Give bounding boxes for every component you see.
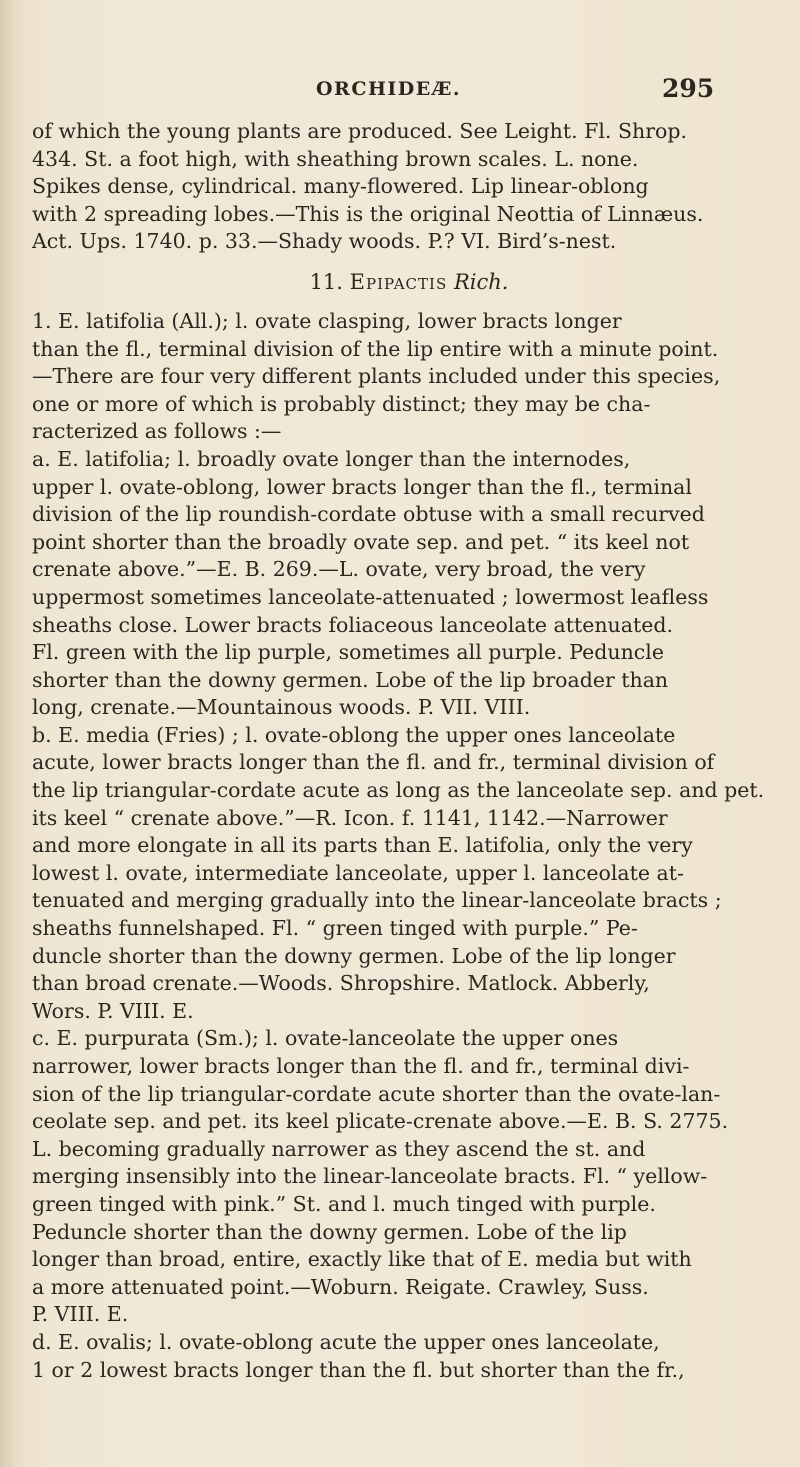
text-line: d. E. ovalis; l. ovate-oblong acute the upper ones lanceolate, xyxy=(32,1329,660,1354)
text-line: than the fl., terminal division of the lip entire with a minute point. xyxy=(32,336,719,361)
text-line: narrower, lower bracts longer than the fl. and fr., terminal divi- xyxy=(32,1054,690,1078)
page-number: 295 xyxy=(662,74,715,103)
text-line: P. VIII. E. xyxy=(32,1302,129,1327)
text-line: Act. Ups. 1740. p. 33.—Shady woods. P.? VI. Bird’s-nest. xyxy=(32,229,617,254)
text-line: b. E. media (Fries) ; l. ovate-oblong the upper ones lanceolate xyxy=(32,722,676,747)
text-line: upper l. ovate-oblong, lower bracts longer than the fl., terminal xyxy=(32,474,692,499)
body-text xyxy=(32,118,786,1384)
section-number: 11. xyxy=(309,269,343,294)
text-line: 1 or 2 lowest bracts longer than the fl. but shorter than the fr., xyxy=(32,1357,685,1382)
text-line: a. E. latifolia; l. broadly ovate longer than the internodes, xyxy=(32,446,631,471)
text-line: its keel “ crenate above.”—R. Icon. f. 1141, 1142.—Narrower xyxy=(32,805,668,830)
text-line: racterized as follows :— xyxy=(32,419,282,444)
text-line: longer than broad, entire, exactly like that of E. media but with xyxy=(32,1247,692,1272)
page-header xyxy=(0,74,800,108)
text-line: uppermost sometimes lanceolate-attenuated ; lowermost leafless xyxy=(32,584,709,609)
text-line: than broad crenate.—Woods. Shropshire. Matlock. Abberly, xyxy=(32,971,650,996)
text-line: crenate above.”—E. B. 269.—L. ovate, very broad, the very xyxy=(32,557,646,582)
text-line: a more attenuated point.—Woburn. Reigate. Crawley, Suss. xyxy=(32,1274,649,1299)
running-head: ORCHIDEÆ. xyxy=(316,78,462,100)
text-line: tenuated and merging gradually into the linear-lanceolate bracts ; xyxy=(32,888,722,913)
text-line: 434. St. a foot high, with sheathing brown scales. L. none. xyxy=(32,146,639,171)
text-line: point shorter than the broadly ovate sep. and pet. “ its keel not xyxy=(32,529,690,554)
text-line: long, crenate.—Mountainous woods. P. VII. VIII. xyxy=(32,695,531,720)
text-line: L. becoming gradually narrower as they ascend the st. and xyxy=(32,1136,646,1161)
text-line: ceolate sep. and pet. its keel plicate-crenate above.—E. B. S. 2775. xyxy=(32,1109,729,1134)
text-line: acute, lower bracts longer than the fl. and fr., terminal division of xyxy=(32,750,715,775)
text-line: Peduncle shorter than the downy germen. Lobe of the lip xyxy=(32,1219,627,1244)
section-heading xyxy=(32,256,786,308)
text-line: one or more of which is probably distinct; they may be cha- xyxy=(32,391,651,416)
text-line: sheaths close. Lower bracts foliaceous lanceolate attenuated. xyxy=(32,612,673,637)
text-line: Fl. green with the lip purple, sometimes all purple. Peduncle xyxy=(32,640,664,665)
text-line: green tinged with pink.” St. and l. much tinged with purple. xyxy=(32,1191,656,1216)
text-line: and more elongate in all its parts than E. latifolia, only the very xyxy=(32,833,693,858)
text-line: merging insensibly into the linear-lanceolate bracts. Fl. “ yellow- xyxy=(32,1164,708,1189)
text-line: duncle shorter than the downy germen. Lobe of the lip longer xyxy=(32,943,676,968)
text-line: sion of the lip triangular-cordate acute shorter than the ovate-lan- xyxy=(32,1081,721,1106)
text-line: 1. E. latifolia (All.); l. ovate clasping, lower bracts longer xyxy=(32,308,622,333)
page-gutter-shadow xyxy=(0,0,18,1467)
text-line: sheaths funnelshaped. Fl. “ green tinged with purple.” Pe- xyxy=(32,916,638,941)
text-line: lowest l. ovate, intermediate lanceolate, upper l. lanceolate at- xyxy=(32,860,684,885)
text-line: with 2 spreading lobes.—This is the original Neottia of Linnæus. xyxy=(32,201,704,226)
text-line: c. E. purpurata (Sm.); l. ovate-lanceolate the upper ones xyxy=(32,1026,619,1051)
genus-name: Epipactis xyxy=(349,269,448,294)
text-line: Spikes dense, cylindrical. many-flowered. Lip linear-oblong xyxy=(32,174,649,199)
genus-author: Rich. xyxy=(453,269,509,294)
text-line: division of the lip roundish-cordate obtuse with a small recurved xyxy=(32,502,705,527)
text-line: the lip triangular-cordate acute as long as the lanceolate sep. and pet. xyxy=(32,778,765,803)
text-line: shorter than the downy germen. Lobe of the lip broader than xyxy=(32,667,669,692)
text-line: —There are four very different plants included under this species, xyxy=(32,364,721,389)
text-line: Wors. P. VIII. E. xyxy=(32,998,194,1023)
text-line: of which the young plants are produced. See Leight. Fl. Shrop. xyxy=(32,119,687,143)
